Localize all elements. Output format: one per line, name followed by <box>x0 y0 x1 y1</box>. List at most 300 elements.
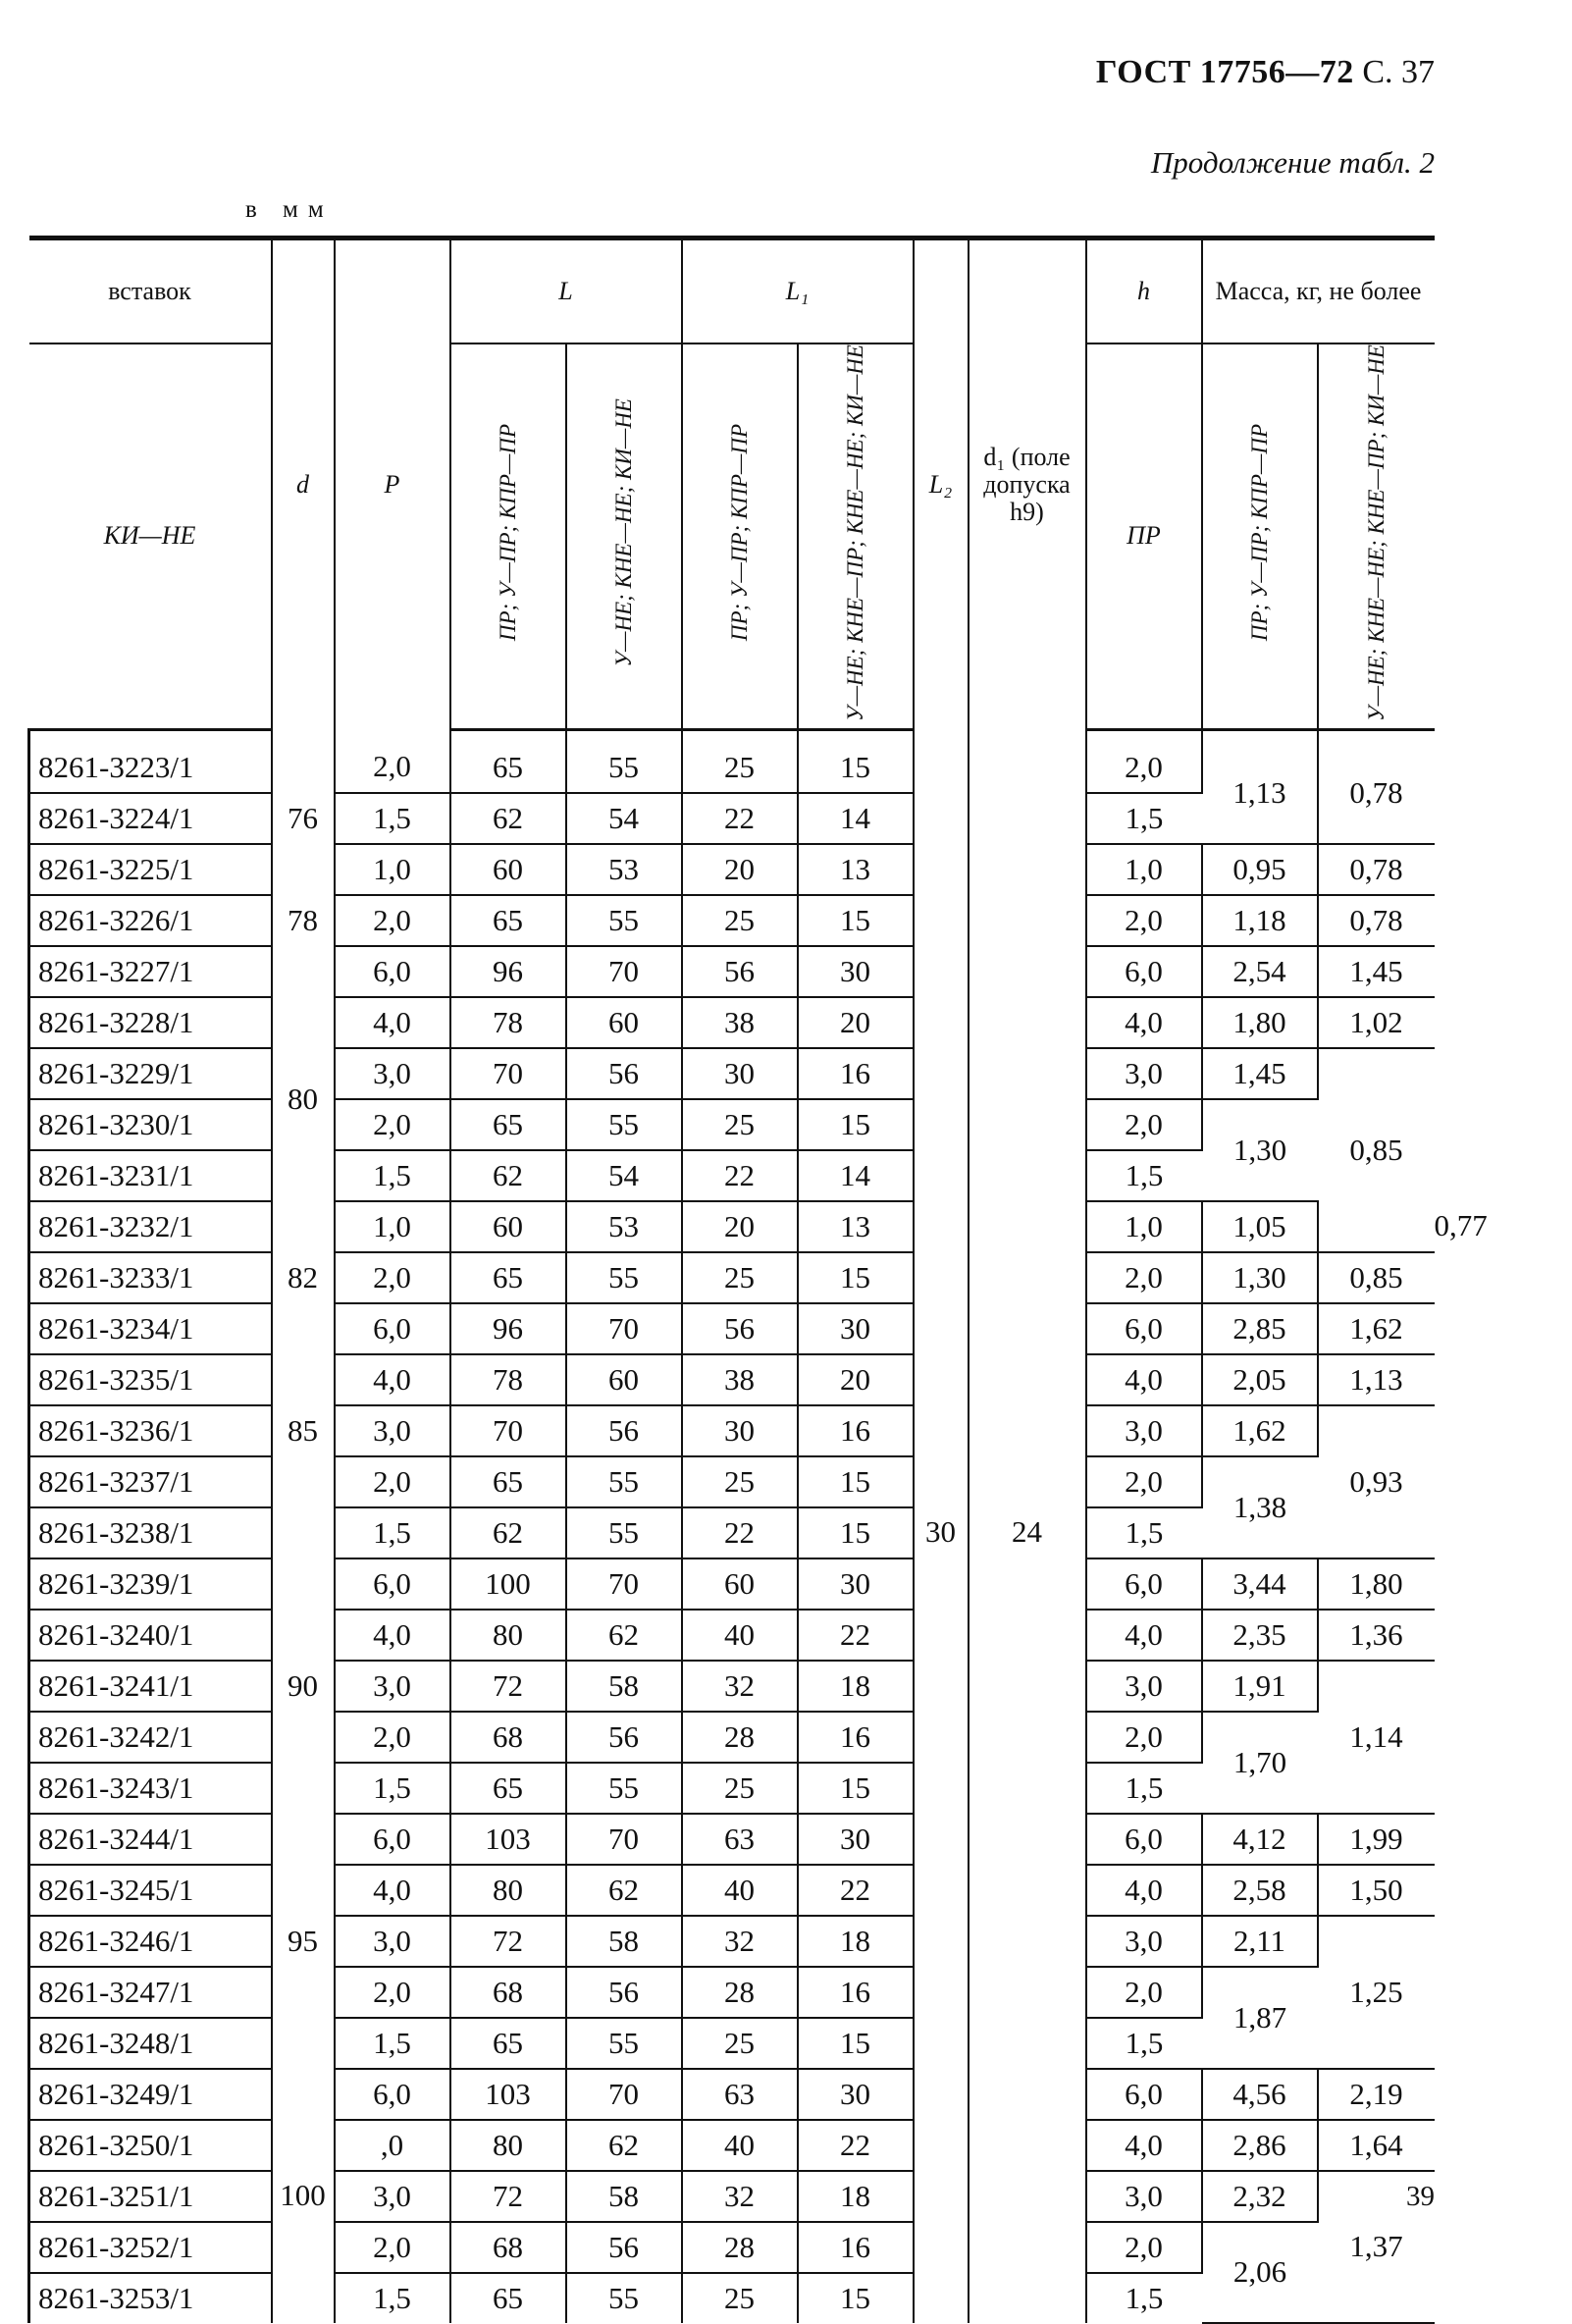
header-mass-pr-text: ПР; У—ПР; КПР—ПР <box>1247 424 1272 642</box>
l-pr-cell: 68 <box>450 1712 566 1763</box>
header-l1: L₁ <box>682 238 914 344</box>
l-ne-cell: 60 <box>566 997 682 1048</box>
table-row <box>29 729 1435 793</box>
table-row <box>29 2171 1435 2222</box>
l-ne-cell: 55 <box>566 1456 682 1507</box>
l1-pr-cell: 25 <box>682 2018 798 2069</box>
l-ne-cell: 55 <box>566 1252 682 1303</box>
l-pr-cell: 103 <box>450 2069 566 2120</box>
l1-ne-cell: 15 <box>798 895 914 946</box>
l-ne-cell: 55 <box>566 729 682 793</box>
table-row <box>29 1354 1435 1405</box>
table-row <box>29 997 1435 1048</box>
h-cell: 2,0 <box>1086 1967 1202 2018</box>
l2-cell: 30 <box>914 729 969 2323</box>
l1-ne-cell: 22 <box>798 1610 914 1661</box>
header-h-pr: ПР <box>1086 343 1202 729</box>
mass-pr-cell: 2,86 <box>1202 2120 1318 2171</box>
table-row <box>29 946 1435 997</box>
standard-number: ГОСТ 17756—72 <box>1095 54 1354 90</box>
l-ne-cell: 62 <box>566 1610 682 1661</box>
mass-pr-cell: 2,35 <box>1202 1610 1318 1661</box>
header-p: P <box>335 238 450 730</box>
l1-pr-cell: 22 <box>682 1507 798 1558</box>
h-cell: 3,0 <box>1086 1916 1202 1967</box>
insert-code-cell: 8261-3238/1 <box>29 1507 272 1558</box>
p-cell: 2,0 <box>335 1712 450 1763</box>
l-pr-cell: 65 <box>450 729 566 793</box>
h-cell: 2,0 <box>1086 2222 1202 2273</box>
l1-ne-cell: 15 <box>798 1099 914 1150</box>
mass-pr-cell: 3,44 <box>1202 1558 1318 1610</box>
l-pr-cell: 72 <box>450 2171 566 2222</box>
l1-ne-cell: 20 <box>798 1354 914 1405</box>
l1-pr-cell: 40 <box>682 1865 798 1916</box>
l-pr-cell: 103 <box>450 1814 566 1865</box>
table-row <box>29 844 1435 895</box>
p-cell: 1,0 <box>335 844 450 895</box>
mass-ne-cell: 1,02 <box>1318 997 1435 1048</box>
insert-code-cell: 8261-3234/1 <box>29 1303 272 1354</box>
l-pr-cell: 70 <box>450 1405 566 1456</box>
l-pr-cell: 62 <box>450 793 566 844</box>
h-cell: 1,5 <box>1086 793 1202 844</box>
header-l-ne <box>566 343 682 729</box>
p-cell: 2,0 <box>335 729 450 793</box>
h-cell: 3,0 <box>1086 2171 1202 2222</box>
l-pr-cell: 80 <box>450 1865 566 1916</box>
insert-code-cell: 8261-3243/1 <box>29 1763 272 1814</box>
l1-pr-cell: 28 <box>682 2222 798 2273</box>
mass-pr-cell: 4,56 <box>1202 2069 1318 2120</box>
header-l1-ne-text: У—НЕ; КНЕ—ПР; КНЕ—НЕ; КИ—НЕ <box>843 344 867 721</box>
l-pr-cell: 72 <box>450 1661 566 1712</box>
mass-pr-cell: 1,62 <box>1202 1405 1318 1456</box>
header-l-pr <box>450 343 566 729</box>
l-pr-cell: 65 <box>450 1099 566 1150</box>
d-cell: 95 <box>272 1814 335 2069</box>
l-ne-cell: 60 <box>566 1354 682 1405</box>
header-l1-ne <box>798 343 914 729</box>
d-cell: 76 <box>272 729 335 895</box>
l1-ne-cell: 15 <box>798 1456 914 1507</box>
l1-pr-cell: 63 <box>682 2069 798 2120</box>
p-cell: 6,0 <box>335 1814 450 1865</box>
l-pr-cell: 65 <box>450 2273 566 2323</box>
l-ne-cell: 53 <box>566 1201 682 1252</box>
header-inserts-group: вставок <box>29 238 272 344</box>
p-cell: 4,0 <box>335 1354 450 1405</box>
l1-ne-cell: 30 <box>798 1814 914 1865</box>
insert-code-cell: 8261-3252/1 <box>29 2222 272 2273</box>
l1-ne-cell: 22 <box>798 2120 914 2171</box>
table-row <box>29 1303 1435 1354</box>
d-cell: 80 <box>272 946 335 1252</box>
l-ne-cell: 70 <box>566 946 682 997</box>
d-cell: 82 <box>272 1252 335 1303</box>
l-ne-cell: 62 <box>566 2120 682 2171</box>
table-continuation-label: Продолжение табл. 2 <box>1150 145 1435 180</box>
l1-ne-cell: 14 <box>798 793 914 844</box>
l1-pr-cell: 22 <box>682 793 798 844</box>
l1-pr-cell: 22 <box>682 1150 798 1201</box>
mass-ne-cell: 1,14 <box>1318 1661 1435 1814</box>
mass-ne-cell: 1,13 <box>1318 1354 1435 1405</box>
table-row <box>29 2120 1435 2171</box>
l-pr-cell: 60 <box>450 1201 566 1252</box>
l-pr-cell: 68 <box>450 1967 566 2018</box>
l-pr-cell: 65 <box>450 2018 566 2069</box>
l1-pr-cell: 38 <box>682 997 798 1048</box>
l1-pr-cell: 25 <box>682 729 798 793</box>
l-ne-cell: 55 <box>566 1507 682 1558</box>
l1-ne-cell: 15 <box>798 1763 914 1814</box>
p-cell: 4,0 <box>335 1865 450 1916</box>
table-row <box>29 1814 1435 1865</box>
mass-pr-cell: 1,30 <box>1202 1099 1318 1201</box>
l1-ne-cell: 16 <box>798 1048 914 1099</box>
l-ne-cell: 70 <box>566 1303 682 1354</box>
h-cell: 6,0 <box>1086 946 1202 997</box>
table-row <box>29 1610 1435 1661</box>
l-pr-cell: 78 <box>450 997 566 1048</box>
l-ne-cell: 54 <box>566 793 682 844</box>
insert-code-cell: 8261-3241/1 <box>29 1661 272 1712</box>
l-ne-cell: 55 <box>566 2018 682 2069</box>
table-row: 8261-3232/1 1,0 60 53 20 13 1,0 1,05 0,77 <box>29 1201 1435 1252</box>
l1-ne-cell: 20 <box>798 997 914 1048</box>
l1-pr-cell: 25 <box>682 1252 798 1303</box>
mass-pr-cell: 4,12 <box>1202 1814 1318 1865</box>
p-cell: 3,0 <box>335 1661 450 1712</box>
p-cell: 3,0 <box>335 2171 450 2222</box>
p-cell: 2,0 <box>335 1252 450 1303</box>
table-row <box>29 1916 1435 1967</box>
l1-ne-cell: 15 <box>798 729 914 793</box>
d-cell: 90 <box>272 1558 335 1814</box>
header-ki-ne: КИ—НЕ <box>29 343 272 729</box>
mass-ne-cell: 1,99 <box>1318 1814 1435 1865</box>
h-cell: 6,0 <box>1086 1814 1202 1865</box>
l1-ne-cell: 30 <box>798 2069 914 2120</box>
insert-code-cell: 8261-3242/1 <box>29 1712 272 1763</box>
l-pr-cell: 80 <box>450 2120 566 2171</box>
l1-ne-cell: 16 <box>798 2222 914 2273</box>
l-pr-cell: 65 <box>450 1456 566 1507</box>
table-row <box>29 1048 1435 1099</box>
insert-code-cell: 8261-3225/1 <box>29 844 272 895</box>
table-row <box>29 2222 1435 2273</box>
header-mass: Масса, кг, не более <box>1202 238 1435 344</box>
insert-code-cell: 8261-3239/1 <box>29 1558 272 1610</box>
header-h: h <box>1086 238 1202 344</box>
p-cell: 6,0 <box>335 1558 450 1610</box>
p-cell: 1,0 <box>335 1201 450 1252</box>
h-cell: 2,0 <box>1086 729 1202 793</box>
l-pr-cell: 65 <box>450 895 566 946</box>
p-cell: 6,0 <box>335 946 450 997</box>
l1-pr-cell: 25 <box>682 1456 798 1507</box>
mass-pr-cell: 2,05 <box>1202 1354 1318 1405</box>
p-cell: ,0 <box>335 2120 450 2171</box>
insert-code-cell: 8261-3227/1 <box>29 946 272 997</box>
insert-code-cell: 8261-3229/1 <box>29 1048 272 1099</box>
mass-pr-cell: 1,87 <box>1202 1967 1318 2069</box>
l1-ne-cell: 30 <box>798 1303 914 1354</box>
l-ne-cell: 56 <box>566 2222 682 2273</box>
l1-ne-cell: 18 <box>798 1916 914 1967</box>
l1-pr-cell: 25 <box>682 1099 798 1150</box>
mass-ne-cell: 0,78 <box>1318 895 1435 946</box>
mass-ne-cell: 1,80 <box>1318 1558 1435 1610</box>
mass-pr-cell: 2,58 <box>1202 1865 1318 1916</box>
mass-pr-cell: 1,38 <box>1202 1456 1318 1558</box>
l-ne-cell: 55 <box>566 1099 682 1150</box>
table-row <box>29 1661 1435 1712</box>
l-ne-cell: 70 <box>566 1558 682 1610</box>
p-cell: 2,0 <box>335 1967 450 2018</box>
p-cell: 6,0 <box>335 2069 450 2120</box>
table-row <box>29 1405 1435 1456</box>
units-label: в мм <box>245 196 334 223</box>
h-cell: 3,0 <box>1086 1661 1202 1712</box>
l1-pr-cell: 25 <box>682 2273 798 2323</box>
mass-ne-cell: 1,37 <box>1318 2171 1435 2323</box>
mass-pr-cell: 2,85 <box>1202 1303 1318 1354</box>
l-ne-cell: 58 <box>566 1661 682 1712</box>
p-cell: 2,0 <box>335 2222 450 2273</box>
table-row <box>29 1967 1435 2018</box>
h-cell: 6,0 <box>1086 1558 1202 1610</box>
mass-pr-cell: 2,32 <box>1202 2171 1318 2222</box>
mass-pr-cell: 1,45 <box>1202 1048 1318 1099</box>
table-row <box>29 1865 1435 1916</box>
insert-code-cell: 8261-3228/1 <box>29 997 272 1048</box>
l1-pr-cell: 25 <box>682 1763 798 1814</box>
mass-ne-cell: 1,62 <box>1318 1303 1435 1354</box>
l1-ne-cell: 18 <box>798 1661 914 1712</box>
insert-code-cell: 8261-3247/1 <box>29 1967 272 2018</box>
table-row <box>29 1712 1435 1763</box>
h-cell: 1,0 <box>1086 844 1202 895</box>
insert-code-cell: 8261-3248/1 <box>29 2018 272 2069</box>
mass-pr-cell: 1,70 <box>1202 1712 1318 1814</box>
mass-pr-cell: 1,91 <box>1202 1661 1318 1712</box>
insert-code-cell: 8261-3253/1 <box>29 2273 272 2323</box>
insert-code-cell: 8261-3250/1 <box>29 2120 272 2171</box>
l-ne-cell: 70 <box>566 1814 682 1865</box>
l-pr-cell: 65 <box>450 1763 566 1814</box>
l-ne-cell: 58 <box>566 1916 682 1967</box>
l-pr-cell: 62 <box>450 1507 566 1558</box>
insert-code-cell: 8261-3246/1 <box>29 1916 272 1967</box>
l1-pr-cell: 40 <box>682 2120 798 2171</box>
l-pr-cell: 78 <box>450 1354 566 1405</box>
insert-code-cell: 8261-3236/1 <box>29 1405 272 1456</box>
header-l-pr-text: ПР; У—ПР; КПР—ПР <box>496 424 520 642</box>
page-reference: С. 37 <box>1362 54 1435 90</box>
h-cell: 2,0 <box>1086 1712 1202 1763</box>
insert-code-cell: 8261-3245/1 <box>29 1865 272 1916</box>
mass-ne-cell: 0,93 <box>1318 1405 1435 1558</box>
l-pr-cell: 72 <box>450 1916 566 1967</box>
l1-ne-cell: 15 <box>798 2018 914 2069</box>
mass-ne-cell: 0,85 <box>1318 1048 1435 1252</box>
l1-ne-cell: 22 <box>798 1865 914 1916</box>
mass-pr-cell: 2,54 <box>1202 946 1318 997</box>
header-mass-pr <box>1202 343 1318 729</box>
d-cell: 78 <box>272 895 335 946</box>
p-cell: 2,0 <box>335 895 450 946</box>
l-ne-cell: 62 <box>566 1865 682 1916</box>
insert-code-cell: 8261-3224/1 <box>29 793 272 844</box>
p-cell: 1,5 <box>335 1507 450 1558</box>
insert-code-cell: 8261-3232/1 <box>29 1201 272 1252</box>
mass-ne-cell: 0,78 <box>1318 844 1435 895</box>
p-cell: 6,0 <box>335 1303 450 1354</box>
table-body <box>29 729 1488 2323</box>
insert-code-cell: 8261-3235/1 <box>29 1354 272 1405</box>
insert-code-cell: 8261-3231/1 <box>29 1150 272 1201</box>
l1-pr-cell: 20 <box>682 1201 798 1252</box>
l1-pr-cell: 32 <box>682 1916 798 1967</box>
mass-ne-cell: 1,45 <box>1318 946 1435 997</box>
page-number: 39 <box>1406 2181 1435 2212</box>
insert-code-cell: 8261-3249/1 <box>29 2069 272 2120</box>
l-ne-cell: 53 <box>566 844 682 895</box>
p-cell: 3,0 <box>335 1048 450 1099</box>
header-l-ne-text: У—НЕ; КНЕ—НЕ; КИ—НЕ <box>611 398 636 667</box>
l1-ne-cell: 30 <box>798 946 914 997</box>
l-ne-cell: 55 <box>566 895 682 946</box>
h-cell: 6,0 <box>1086 2069 1202 2120</box>
p-cell: 4,0 <box>335 1610 450 1661</box>
header-mass-ne-text: У—НЕ; КНЕ—НЕ; КНЕ—ПР; КИ—НЕ <box>1364 344 1389 721</box>
l1-pr-cell: 25 <box>682 895 798 946</box>
insert-code-cell: 8261-3226/1 <box>29 895 272 946</box>
h-cell: 3,0 <box>1086 1048 1202 1099</box>
l-pr-cell: 70 <box>450 1048 566 1099</box>
header-d: d <box>272 238 335 730</box>
l-pr-cell: 80 <box>450 1610 566 1661</box>
l-pr-cell: 96 <box>450 946 566 997</box>
h-cell: 1,5 <box>1086 1507 1202 1558</box>
l-ne-cell: 55 <box>566 1763 682 1814</box>
insert-code-cell: 8261-3251/1 <box>29 2171 272 2222</box>
mass-ne-cell: 0,85 <box>1318 1252 1435 1303</box>
h-cell: 4,0 <box>1086 1865 1202 1916</box>
insert-code-cell: 8261-3230/1 <box>29 1099 272 1150</box>
h-cell: 4,0 <box>1086 2120 1202 2171</box>
l-pr-cell: 100 <box>450 1558 566 1610</box>
mass-pr-cell: 0,95 <box>1202 844 1318 895</box>
header-l: L <box>450 238 682 344</box>
page-header <box>1096 54 1435 91</box>
header-l1-pr-text: ПР; У—ПР; КПР—ПР <box>727 424 752 642</box>
l-pr-cell: 65 <box>450 1252 566 1303</box>
l1-ne-cell: 18 <box>798 2171 914 2222</box>
h-cell: 4,0 <box>1086 1610 1202 1661</box>
l-ne-cell: 56 <box>566 1967 682 2018</box>
l1-pr-cell: 30 <box>682 1048 798 1099</box>
p-cell: 4,0 <box>335 997 450 1048</box>
l-ne-cell: 58 <box>566 2171 682 2222</box>
table-header <box>29 238 1435 730</box>
d1-cell: 24 <box>969 729 1086 2323</box>
h-cell: 1,5 <box>1086 1763 1202 1814</box>
l1-pr-cell: 56 <box>682 946 798 997</box>
table-row <box>29 1558 1435 1610</box>
p-cell: 1,5 <box>335 2018 450 2069</box>
h-cell: 1,5 <box>1086 2018 1202 2069</box>
h-cell: 4,0 <box>1086 1354 1202 1405</box>
h-cell: 2,0 <box>1086 1099 1202 1150</box>
l1-pr-cell: 60 <box>682 1558 798 1610</box>
h-cell: 1,0 <box>1086 1201 1202 1252</box>
l1-ne-cell: 15 <box>798 1252 914 1303</box>
l-pr-cell: 68 <box>450 2222 566 2273</box>
table-row <box>29 1456 1435 1507</box>
p-cell: 2,0 <box>335 1099 450 1150</box>
l1-pr-cell: 40 <box>682 1610 798 1661</box>
table-row <box>29 895 1435 946</box>
h-cell: 2,0 <box>1086 895 1202 946</box>
p-cell: 1,5 <box>335 1150 450 1201</box>
p-cell: 1,5 <box>335 2273 450 2323</box>
l-ne-cell: 56 <box>566 1048 682 1099</box>
l1-ne-cell: 14 <box>798 1150 914 1201</box>
insert-code-cell: 8261-3223/1 <box>29 729 272 793</box>
mass-pr-cell: 1,18 <box>1202 895 1318 946</box>
mass-pr-cell: 1,05 <box>1202 1201 1318 1252</box>
l-ne-cell: 56 <box>566 1405 682 1456</box>
spec-table <box>27 236 1488 2324</box>
h-cell: 6,0 <box>1086 1303 1202 1354</box>
h-cell: 2,0 <box>1086 1252 1202 1303</box>
h-cell: 1,5 <box>1086 1150 1202 1201</box>
h-cell: 1,5 <box>1125 2280 1164 2315</box>
l1-pr-cell: 32 <box>682 2171 798 2222</box>
mass-pr-cell: 1,80 <box>1202 997 1318 1048</box>
l1-ne-cell: 15 <box>798 2273 914 2323</box>
table-row <box>29 2069 1435 2120</box>
mass-ne-cell: 0,78 <box>1318 729 1435 844</box>
l-ne-cell: 55 <box>566 2273 682 2323</box>
h-cell: 4,0 <box>1086 997 1202 1048</box>
mass-ne-cell: 1,25 <box>1318 1916 1435 2069</box>
l-pr-cell: 62 <box>450 1150 566 1201</box>
mass-pr-cell: 1,13 <box>1202 729 1318 844</box>
mass-pr-cell: 2,11 <box>1202 1916 1318 1967</box>
l1-pr-cell: 63 <box>682 1814 798 1865</box>
insert-code-cell: 8261-3233/1 <box>29 1252 272 1303</box>
table-row <box>29 1252 1435 1303</box>
l1-ne-cell: 13 <box>798 844 914 895</box>
l1-ne-cell: 13 <box>798 1201 914 1252</box>
l1-pr-cell: 28 <box>682 1712 798 1763</box>
h-cell: 3,0 <box>1086 1405 1202 1456</box>
l1-ne-cell: 16 <box>798 1712 914 1763</box>
l1-ne-cell: 16 <box>798 1405 914 1456</box>
header-d1: d₁ (поле допуска h9) <box>969 238 1086 730</box>
p-cell: 1,5 <box>335 1763 450 1814</box>
l-ne-cell: 56 <box>566 1712 682 1763</box>
l1-ne-cell: 15 <box>798 1507 914 1558</box>
p-cell: 3,0 <box>335 1916 450 1967</box>
l-ne-cell: 54 <box>566 1150 682 1201</box>
p-cell: 3,0 <box>335 1405 450 1456</box>
mass-ne-cell: 1,64 <box>1318 2120 1435 2171</box>
